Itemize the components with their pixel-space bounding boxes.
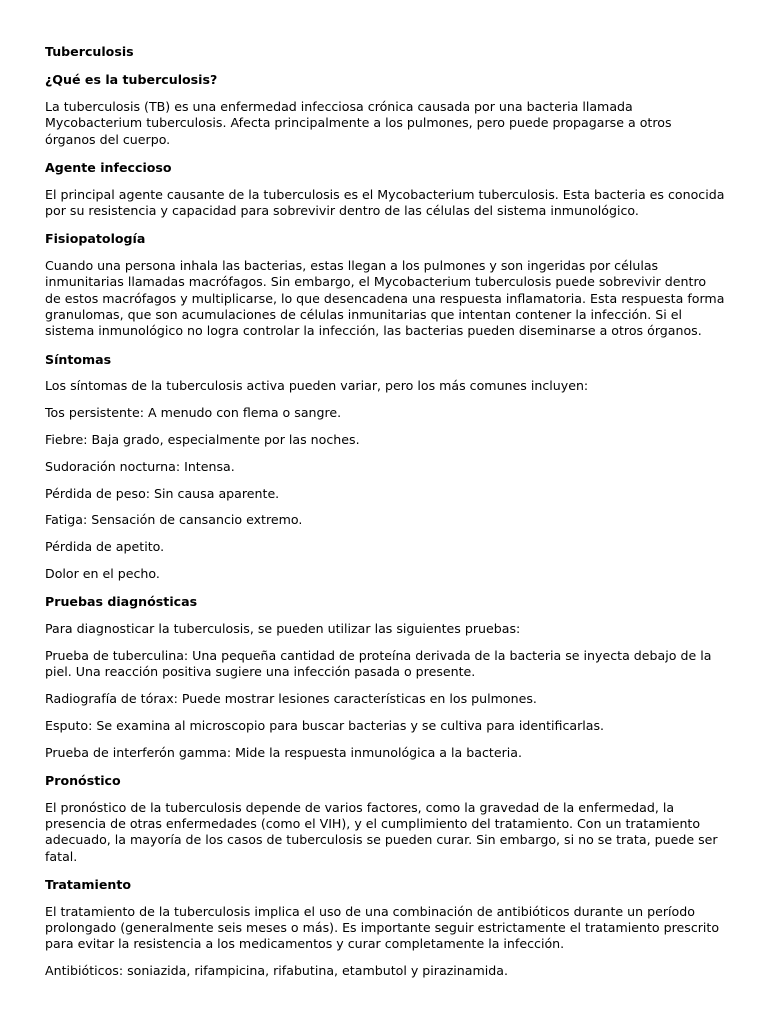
paragraph xyxy=(45,99,728,148)
paragraph xyxy=(45,486,728,502)
paragraph xyxy=(45,258,728,339)
paragraph xyxy=(45,405,728,421)
paragraph-line: Sudoración nocturna: Intensa. xyxy=(45,458,235,474)
paragraph-line: Cuando una persona inhala las bacterias, estas llegan a los pulmones y son ingeridas por células xyxy=(45,258,659,274)
section-heading-pronostico: Pronóstico xyxy=(45,772,121,788)
paragraph xyxy=(45,648,728,681)
paragraph-line: sistema inmunológico no logra controlar la infección, las bacterias pueden diseminarse a otros órganos. xyxy=(45,323,702,339)
paragraph-line: Mycobacterium tuberculosis. Afecta principalmente a los pulmones, pero puede propagarse a otros xyxy=(45,115,672,131)
section-heading-tratamiento: Tratamiento xyxy=(45,876,132,892)
paragraph xyxy=(45,718,728,734)
paragraph-line: La tuberculosis (TB) es una enfermedad infecciosa crónica causada por una bacteria llamada xyxy=(45,99,633,115)
paragraph-line: Los síntomas de la tuberculosis activa pueden variar, pero los más comunes incluyen: xyxy=(45,378,589,394)
paragraph xyxy=(45,539,728,555)
section-heading-sintomas: Síntomas xyxy=(45,351,112,367)
paragraph-line: Prueba de interferón gamma: Mide la respuesta inmunológica a la bacteria. xyxy=(45,744,522,760)
paragraph-line: prolongado (generalmente seis meses o más). Es importante seguir estrictamente el tratamiento prescrito xyxy=(45,919,720,935)
paragraph-line: Fatiga: Sensación de cansancio extremo. xyxy=(45,512,303,528)
paragraph-line: Fiebre: Baja grado, especialmente por las noches. xyxy=(45,432,360,448)
document-body xyxy=(45,72,728,979)
paragraph xyxy=(45,963,728,979)
paragraph-line: El tratamiento de la tuberculosis implica el uso de una combinación de antibióticos durante un período xyxy=(45,903,695,919)
paragraph-line: órganos del cuerpo. xyxy=(45,131,171,147)
section-heading-pruebas-diagnosticas: Pruebas diagnósticas xyxy=(45,594,198,610)
paragraph-line: granulomas, que son acumulaciones de células inmunitarias que intentan contener la infección. Si el xyxy=(45,307,682,323)
section-heading-fisiopatologia: Fisiopatología xyxy=(45,231,146,247)
paragraph xyxy=(45,904,728,953)
paragraph-line: Prueba de tuberculina: Una pequeña cantidad de proteína derivada de la bacteria se inyecta debajo de la xyxy=(45,647,712,663)
paragraph-line: Tos persistente: A menudo con flema o sangre. xyxy=(45,405,342,421)
paragraph xyxy=(45,621,728,637)
document-title: Tuberculosis xyxy=(45,44,134,59)
paragraph-line: Radiografía de tórax: Puede mostrar lesiones características en los pulmones. xyxy=(45,691,537,707)
paragraph-line: por su resistencia y capacidad para sobrevivir dentro de las células del sistema inmunológico. xyxy=(45,203,639,219)
paragraph-line: Pérdida de apetito. xyxy=(45,539,165,555)
paragraph-line: piel. Una reacción positiva sugiere una infección pasada o presente. xyxy=(45,664,476,680)
paragraph xyxy=(45,432,728,448)
paragraph-line: Dolor en el pecho. xyxy=(45,566,160,582)
paragraph-line: Esputo: Se examina al microscopio para buscar bacterias y se cultiva para identificarlas. xyxy=(45,717,605,733)
paragraph xyxy=(45,378,728,394)
paragraph xyxy=(45,187,728,220)
paragraph-line: Antibióticos: soniazida, rifampicina, rifabutina, etambutol y pirazinamida. xyxy=(45,963,508,979)
paragraph-line: Para diagnosticar la tuberculosis, se pueden utilizar las siguientes pruebas: xyxy=(45,621,521,637)
paragraph-line: inmunitarias llamadas macrófagos. Sin embargo, el Mycobacterium tuberculosis puede sobrevivir dentro xyxy=(45,274,707,290)
paragraph xyxy=(45,691,728,707)
paragraph xyxy=(45,800,728,865)
paragraph-line: adecuado, la mayoría de los casos de tuberculosis se pueden curar. Sin embargo, si no se trata, puede ser xyxy=(45,832,718,848)
section-heading-que-es-la-tuberculosis: ¿Qué es la tuberculosis? xyxy=(45,72,218,88)
paragraph xyxy=(45,745,728,761)
paragraph-line: para evitar la resistencia a los medicamentos y curar completamente la infección. xyxy=(45,936,565,952)
section-heading-agente-infeccioso: Agente infeccioso xyxy=(45,159,172,175)
paragraph-line: de estos macrófagos y multiplicarse, lo que desencadena una respuesta inflamatoria. Esta respuesta forma xyxy=(45,290,725,306)
paragraph xyxy=(45,566,728,582)
paragraph-line: fatal. xyxy=(45,848,78,864)
paragraph-line: Pérdida de peso: Sin causa aparente. xyxy=(45,485,280,501)
paragraph-line: El pronóstico de la tuberculosis depende de varios factores, como la gravedad de la enfermedad, la xyxy=(45,799,675,815)
paragraph xyxy=(45,459,728,475)
paragraph-line: El principal agente causante de la tuberculosis es el Mycobacterium tuberculosis. Esta bacteria es conocida xyxy=(45,186,725,202)
paragraph xyxy=(45,512,728,528)
paragraph-line: presencia de otras enfermedades (como el VIH), y el cumplimiento del tratamiento. Con un tratamiento xyxy=(45,816,701,831)
